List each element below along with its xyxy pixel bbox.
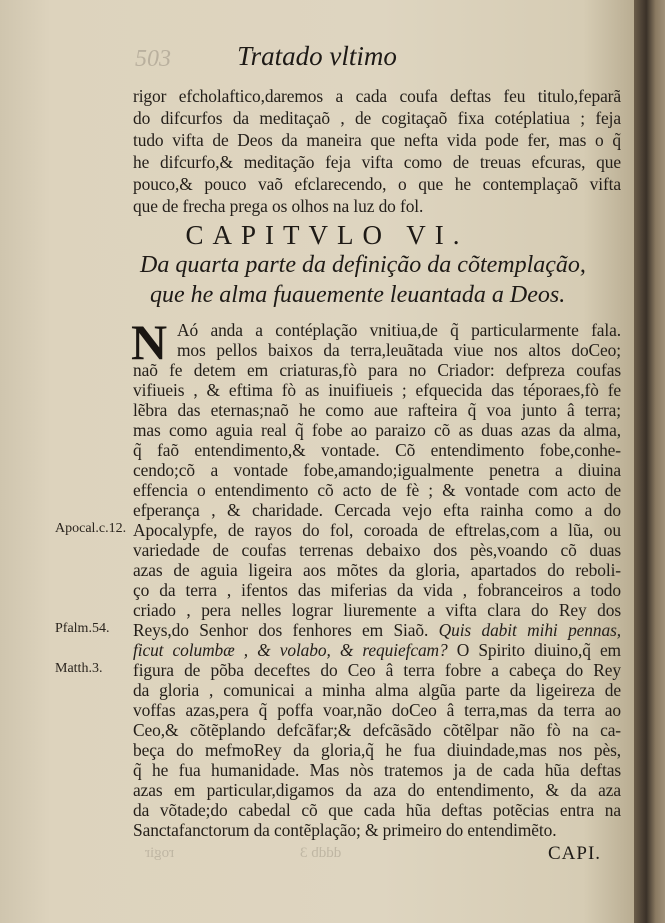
chapter-subtitle-line-1: Da quarta parte da definição da cõtemplação, bbox=[140, 252, 586, 278]
text-line: Ceo,& cõtẽplando defcãfar;& defcãsãdo cõtẽlpar não fò na ca- bbox=[133, 720, 621, 740]
text-line: ço da terra , ifentos das miferias da vida , fobranceiros a todo bbox=[133, 580, 621, 600]
text-segment: O Spirito diuino,q̃ em bbox=[456, 640, 621, 660]
chapter-title: CAPITVLO VI. bbox=[185, 220, 469, 250]
text-line: vifiueis , & eftima fò as inuifiueis ; efquecida das téporaes,fò fe bbox=[133, 380, 621, 400]
text-line: cendo;cõ a vontade fobe,amando;igualmente penetra a diuina bbox=[133, 460, 621, 480]
book-binding-edge bbox=[634, 0, 665, 923]
bleed-through-folio: 503 bbox=[135, 46, 171, 72]
text-line: beça do mefmoRey da gloria,q̃ he fua diuindade,mas nos pès, bbox=[133, 740, 621, 760]
latin-quote: ficut columbæ , & volabo, & requiefcam? bbox=[133, 640, 448, 660]
text-line: azas de aguia ligeira aos mõtes da gloria, apartados do reboli- bbox=[133, 560, 621, 580]
text-line: do difcurfos da meditaçaõ , de cogitaçaõ fixa cotéplatiua ; feja bbox=[133, 108, 621, 128]
text-line: da gloria , comunicai a minha alma algũa parte da ligeireza de bbox=[133, 680, 621, 700]
bleed-through-text: dddb 3 bbox=[300, 845, 342, 861]
text-segment: Reys,do Senhor dos fenhores em Siaõ. bbox=[133, 620, 429, 640]
margin-note-matthew: Matth.3. bbox=[55, 661, 103, 676]
text-line: Aó anda a contéplação vnitiua,de q̃ particularmente fala. bbox=[177, 320, 621, 340]
text-line: da võtade;do cabedal cõ que cada hũa deftas potẽcias entra na bbox=[133, 800, 621, 820]
margin-note-psalm: Pfalm.54. bbox=[55, 621, 110, 636]
text-line: mas como aguia real q̃ fobe ao paraizo cõ as duas azas da alma, bbox=[133, 420, 621, 440]
text-line: pouco,& pouco vaõ efclarecendo, o que he contemplaçaõ vifta bbox=[133, 174, 621, 194]
text-line: criado , pera nelles lograr liuremente a vifta clara do Rey dos bbox=[133, 600, 621, 620]
running-header: Tratado vltimo bbox=[237, 41, 397, 71]
text-line: rigor efcholaftico,daremos a cada coufa deftas feu titulo,feparã bbox=[133, 86, 621, 106]
margin-note-apocalypse: Apocal.c.12. bbox=[55, 521, 127, 536]
catchword: CAPI. bbox=[548, 843, 602, 864]
text-line: voffas azas,pera q̃ poffa voar,não doCeo â terra,mas da terra ao bbox=[133, 700, 621, 720]
text-line: azas em particular,digamos da aza do entendimento, & da aza bbox=[133, 780, 621, 800]
text-line: tudo vifta de Deos da maneira que nefta vida pode fer, mas o q̃ bbox=[133, 130, 621, 150]
text-line: que de frecha prega os olhos na luz do fol. bbox=[133, 196, 424, 216]
text-line: mos pellos baixos da terra,leuãtada viue nos altos doCeo; bbox=[177, 340, 621, 360]
latin-quote: Quis dabit mihi pennas, bbox=[438, 620, 621, 640]
text-line: figura de põba deceftes do Ceo â terra fobre a cabeça do Rey bbox=[133, 660, 621, 680]
text-line: lẽbra das eternas;naõ he como aue rafteira q̃ voa junto â terra; bbox=[133, 400, 621, 420]
text-line: efperança , & charidade. Cercada vejo efta rainha como a do bbox=[133, 500, 621, 520]
text-line: effencia o entendimento cõ acto de fè ; & vontade com acto de bbox=[133, 480, 621, 500]
text-line: naõ fe detem em criaturas,fò para no Criador: defpreza coufas bbox=[133, 360, 621, 380]
text-line bbox=[133, 620, 621, 640]
text-line: he difcurfo,& meditação feja vifta como de treuas efcuras, que bbox=[133, 152, 621, 172]
text-line: q̃ he fua humanidade. Mas nòs tratemos ja de cada hũa deftas bbox=[133, 760, 621, 780]
drop-cap: N bbox=[131, 314, 168, 370]
text-line: variedade de coufas terrenas debaixo dos pès,voando cõ duas bbox=[133, 540, 621, 560]
text-line: q̃ faõ entendimento,& vontade. Cõ entendimento fobe,conhe- bbox=[133, 440, 621, 460]
text-line: Apocalypfe, de rayos do fol, coroada de eftrelas,com a lũa, ou bbox=[133, 520, 621, 540]
text-line: Sanctafanctorum da contẽplação; & primeiro do entendimẽto. bbox=[133, 820, 557, 840]
bleed-through-text: rogir bbox=[145, 845, 175, 861]
chapter-subtitle-line-2: que he alma fuauemente leuantada a Deos. bbox=[150, 282, 566, 308]
text-line bbox=[133, 640, 621, 660]
